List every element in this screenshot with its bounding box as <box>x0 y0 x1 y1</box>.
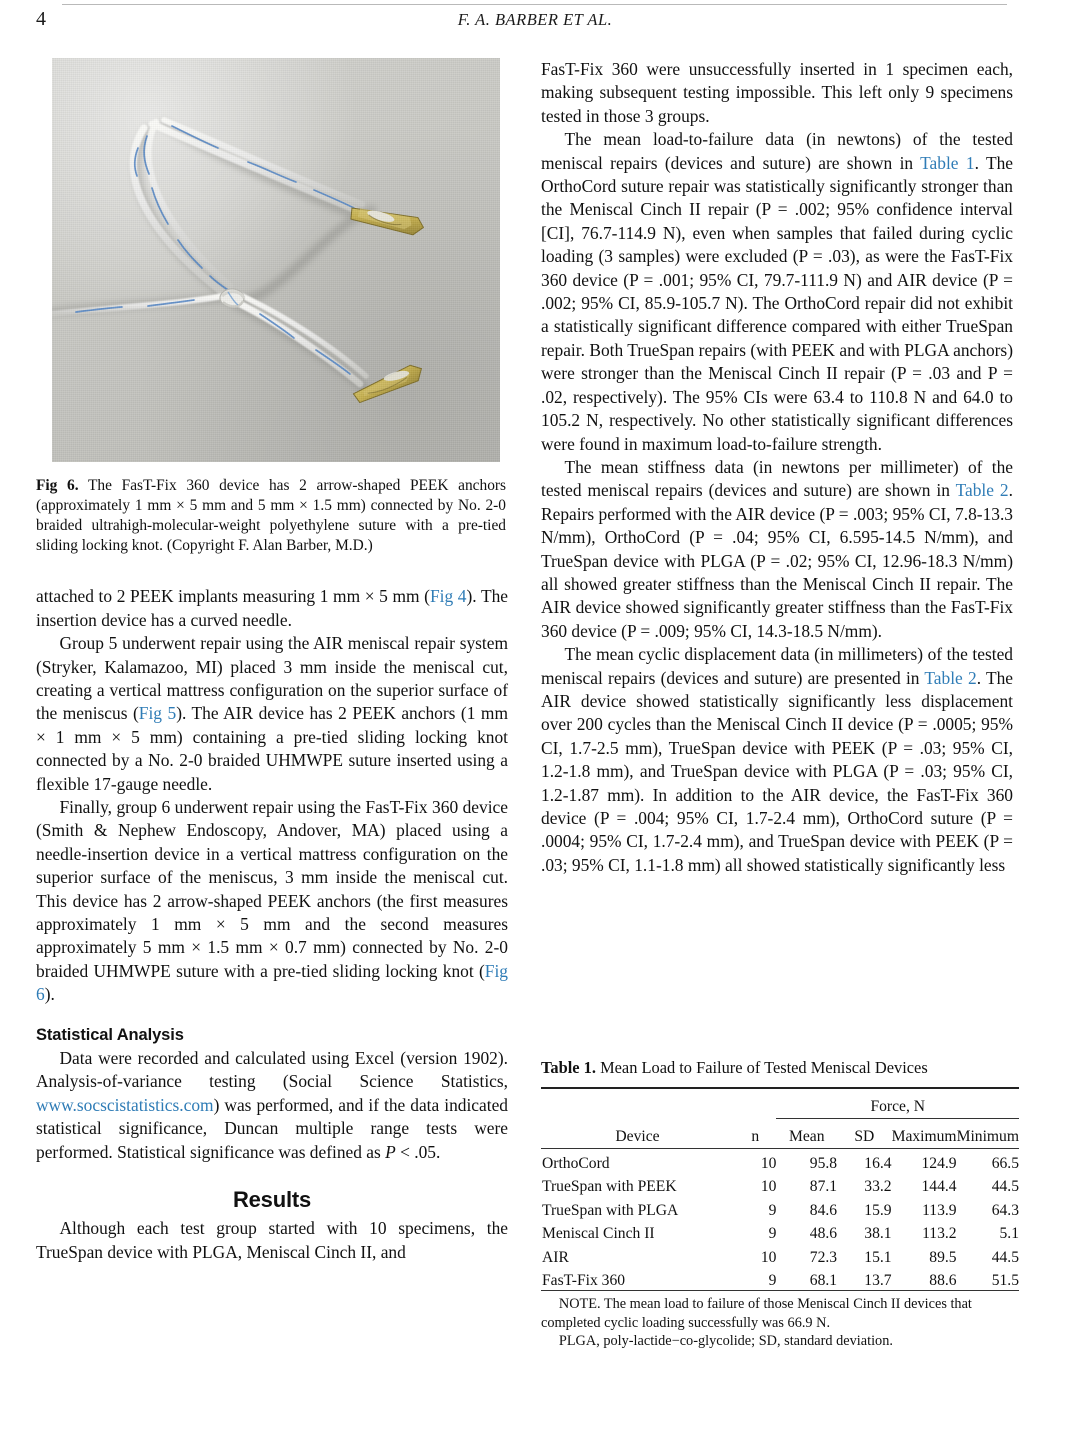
link-fig-6[interactable]: Fig 6 <box>36 960 508 1005</box>
left-column <box>36 58 508 1264</box>
para-1-text-b: ). The insertion device has a curved needle. <box>36 586 509 630</box>
figure-6-caption-text: The FasT-Fix 360 device has 2 arrow-shaped PEEK anchors (approximately 1 mm × 5 mm and 5 mm × 1.5 mm) connected by No. 2-0 braided ultrahigh-molecular-weight polyethylene suture with a pre-tied sliding locking knot. (Copyright F. Alan Barber, M.D.) <box>36 477 506 555</box>
page-number: 4 <box>36 8 46 30</box>
cell-device: TrueSpan with PEEK <box>542 1178 677 1196</box>
paragraph-load-to-failure <box>541 128 1013 456</box>
table-row <box>541 1220 1019 1244</box>
link-table-1[interactable]: Table 1 <box>920 152 975 173</box>
cell-sd: 15.9 <box>864 1201 892 1219</box>
cell-n: 10 <box>760 1178 777 1196</box>
cell-mean: 72.3 <box>809 1248 838 1266</box>
cell-maximum: 144.4 <box>921 1178 957 1196</box>
link-fig-5[interactable]: Fig 5 <box>138 703 177 724</box>
heading-statistical-analysis: Statistical Analysis <box>36 1025 184 1044</box>
table-1-note: NOTE. The mean load to failure of those Meniscal Cinch II devices that completed cyclic loading successfully was 66.9 N. <box>541 1296 972 1331</box>
cell-mean: 68.1 <box>809 1272 838 1290</box>
table-1-group-header-row <box>541 1088 1019 1119</box>
cell-minimum: 5.1 <box>999 1225 1019 1243</box>
cell-maximum: 88.6 <box>929 1272 957 1290</box>
table-row <box>541 1243 1019 1267</box>
para-1-text-a: attached to 2 PEEK implants measuring 1 mm × 5 mm ( <box>36 586 430 607</box>
spacer-device <box>541 1088 734 1119</box>
paragraph-stiffness <box>541 456 1013 643</box>
cell-maximum: 89.5 <box>929 1248 957 1266</box>
column-header-mean: Mean <box>789 1128 825 1146</box>
cell-device: AIR <box>542 1248 569 1266</box>
cell-mean: 48.6 <box>809 1225 838 1243</box>
table-row <box>541 1267 1019 1291</box>
cell-device: FasT-Fix 360 <box>542 1272 626 1290</box>
rc-para-4-text-a: The mean cyclic displacement data (in millimeters) of the tested meniscal repairs (devices and suture) are presented in <box>541 644 1013 688</box>
para-3-text-a: Finally, group 6 underwent repair using the FasT-Fix 360 device (Smith & Nephew Endoscopy, Andover, MA) placed using a needle-insertion device in a vertical mattress configuration on the superior surface of the meniscus, 3 mm inside the meniscal cut. This device has 2 arrow-shaped PEEK anchors (the first measures approximately 1 mm × 5 mm and the second measures approximately 5 mm × 1.5 mm × 0.7 mm) connected by No. 2-0 braided UHMWPE suture with a pre-tied sliding locking knot ( <box>36 797 508 981</box>
paragraph-specimens-excluded: FasT-Fix 360 were unsuccessfully inserted in 1 specimen each, making subsequent testing impossible. This left only 9 specimens tested in those 3 groups. <box>541 59 1013 126</box>
cell-n: 9 <box>768 1201 777 1219</box>
heading-results: Results <box>232 1186 312 1212</box>
cell-n: 10 <box>760 1154 777 1172</box>
paragraph-statistical-analysis <box>36 1047 508 1164</box>
figure-6-caption-label: Fig 6. <box>36 477 79 494</box>
cell-sd: 38.1 <box>864 1225 892 1243</box>
cell-n: 10 <box>760 1248 777 1266</box>
fig-6-fast-fix-360-device-photo <box>52 58 500 462</box>
cell-sd: 13.7 <box>864 1272 892 1290</box>
table-row <box>541 1149 1019 1173</box>
para-2-text-a: Group 5 underwent repair using the AIR meniscal repair system (Stryker, Kalamazoo, MI) placed 3 mm inside the meniscal cut, creating a vertical mattress configuration on the superior surface of the meniscus ( <box>36 633 508 724</box>
rc-para-4-text-b: . The AIR device showed statistically significantly less displacement over 200 cycles than the Meniscal Cinch II device (P = .0005; 95% CI, 1.7-2.5 mm), TrueSpan device with PEEK (P = .03; 95% CI, 1.2-1.8 mm), and TrueSpan device with PLGA (P = .03; 95% CI, 1.2-1.87 mm). In addition to the AIR device, the FasT-Fix 360 device (P = .004; 95% CI, 1.7-2.4 mm), OrthoCord suture (P = .0004; 95% CI, 1.7-2.4 mm), and TrueSpan device with PEEK (P = .03; 95% CI, 1.1-1.8 mm) all showed statistically significantly less <box>541 667 1013 875</box>
rc-para-3-text-a: The mean stiffness data (in newtons per millimeter) of the tested meniscal repairs (devices and suture) are shown in <box>541 456 1013 501</box>
paragraph-results-intro: Although each test group started with 10 specimens, the TrueSpan device with PLGA, Meniscal Cinch II, and <box>36 1218 508 1262</box>
cell-device: Meniscal Cinch II <box>542 1225 655 1243</box>
table-row <box>541 1173 1019 1197</box>
cell-device: TrueSpan with PLGA <box>542 1201 679 1219</box>
cell-n: 9 <box>768 1272 777 1290</box>
column-header-minimum: Minimum <box>956 1128 1019 1146</box>
table-1-header-row <box>541 1119 1019 1149</box>
table-row <box>541 1196 1019 1220</box>
cell-device: OrthoCord <box>542 1154 610 1172</box>
cell-minimum: 44.5 <box>991 1178 1019 1196</box>
column-header-device: Device <box>615 1128 660 1146</box>
table-1-title <box>541 1057 1019 1078</box>
rc-para-3-text-b: . Repairs performed with the AIR device (P = .003; 95% CI, 7.8-13.3 N/mm), OrthoCord (P = .04; 95% CI, 6.595-14.5 N/mm), and TrueSpan device with PLGA (P = .02; 95% CI, 12.96-18.3 N/mm) all showed greater stiffness than the Meniscal Cinch II repair. The AIR device showed significantly greater stiffness than the FasT-Fix 360 device (P = .009; 95% CI, 14.3-18.5 N/mm). <box>541 480 1013 641</box>
header-rule <box>62 4 1007 5</box>
cell-maximum: 124.9 <box>921 1154 957 1172</box>
cell-n: 9 <box>768 1225 777 1243</box>
rc-para-2-text-b: . The OrthoCord suture repair was statistically significantly stronger than the Meniscal Cinch II repair (P = .002; 95% confidence interval [CI], 76.7-114.9 N), even when samples that failed during cyclic loading (3 samples) were excluded (P = .03), as were the FasT-Fix 360 device (P = .001; 95% CI, 79.7-111.9 N) and AIR device (P = .002; 95% CI, 85.9-105.7 N). The OrthoCord repair did not exhibit a statistically significant difference compared with either TrueSpan repair. Both TrueSpan repairs (with PEEK and with PLGA anchors) were stronger than the Meniscal Cinch II repair (P = .03 and P = .02, respectively). The 95% CIs were 63.4 to 110.8 N and 64.0 to 105.2 N, respectively. No other statistically significant differences were found in maximum load-to-failure strength. <box>541 152 1013 454</box>
table-1 <box>541 1087 1019 1291</box>
table-1-block <box>541 1057 1019 1351</box>
cell-minimum: 64.3 <box>991 1201 1019 1219</box>
link-socscistatistics[interactable]: www.socscistatistics.com <box>36 1094 214 1115</box>
para-2-text-b: ). The AIR device has 2 PEEK anchors (1 mm × 1 mm × 5 mm) containing a pre-tied sliding locking knot connected by a No. 2-0 braided UHMWPE suture inserted using a flexible 17-gauge needle. <box>36 703 508 794</box>
table-1-notes <box>541 1295 1019 1350</box>
figure-6 <box>36 58 508 556</box>
cell-sd: 33.2 <box>864 1178 892 1196</box>
stats-text-b: ) was performed, and if the data indicated statistical significance, Duncan multiple range tests were performed. Statistical significance was defined as <box>36 1094 508 1162</box>
rc-para-2-text-a: The mean load-to-failure data (in newtons) of the tested meniscal repairs (devices and suture) are shown in <box>541 129 1013 173</box>
stats-p-symbol: P <box>385 1141 396 1162</box>
running-head-title: F. A. BARBER ET AL. <box>457 10 613 29</box>
stats-text-c: < .05. <box>395 1141 441 1162</box>
column-header-maximum: Maximum <box>891 1128 957 1146</box>
cell-minimum: 66.5 <box>991 1154 1019 1172</box>
paragraph-group-5-air <box>36 632 508 796</box>
column-header-n: n <box>751 1128 760 1146</box>
cell-maximum: 113.9 <box>922 1201 957 1219</box>
link-table-2-stiffness[interactable]: Table 2 <box>955 480 1009 501</box>
spacer-n <box>734 1088 777 1119</box>
paragraph-cyclic-displacement <box>541 643 1013 877</box>
table-1-group-header-force: Force, N <box>776 1088 1019 1119</box>
figure-6-caption <box>36 476 506 556</box>
link-table-2-displacement[interactable]: Table 2 <box>924 667 977 688</box>
para-3-text-b: ). <box>44 984 55 1005</box>
cell-sd: 16.4 <box>864 1154 892 1172</box>
cell-mean: 84.6 <box>809 1201 838 1219</box>
paragraph-peek-implants <box>36 585 508 632</box>
paragraph-group-6-fast-fix <box>36 796 508 1007</box>
table-1-label: Table 1. <box>541 1058 596 1077</box>
column-header-sd: SD <box>854 1128 875 1146</box>
table-1-title-text: Mean Load to Failure of Tested Meniscal Devices <box>595 1058 928 1077</box>
cell-mean: 95.8 <box>809 1154 838 1172</box>
table-1-abbreviations: PLGA, poly-lactide−co-glycolide; SD, standard deviation. <box>558 1333 893 1350</box>
right-column <box>541 58 1013 1043</box>
cell-minimum: 51.5 <box>991 1272 1019 1290</box>
link-fig-4[interactable]: Fig 4 <box>429 586 467 607</box>
cell-maximum: 113.2 <box>922 1225 957 1243</box>
cell-sd: 15.1 <box>864 1248 892 1266</box>
cell-mean: 87.1 <box>809 1178 838 1196</box>
stats-text-a: Data were recorded and calculated using Excel (version 1902). Analysis-of-variance testing (Social Science Statistics, <box>36 1047 508 1092</box>
cell-minimum: 44.5 <box>991 1248 1019 1266</box>
